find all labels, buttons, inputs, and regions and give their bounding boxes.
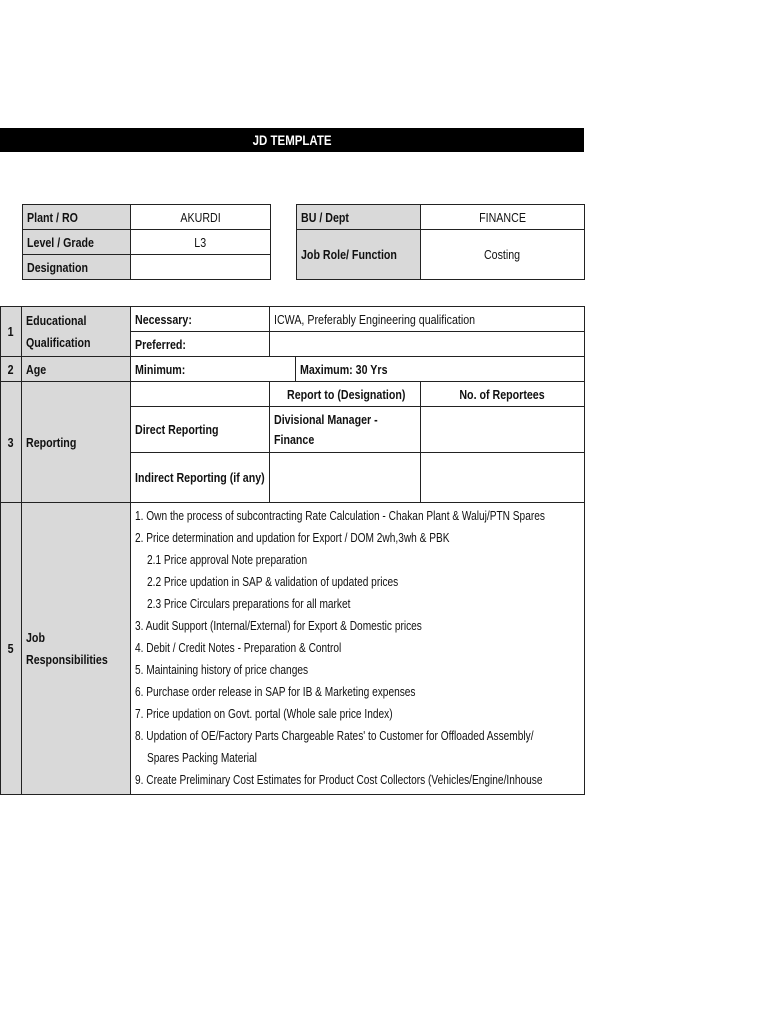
qualification-label: Educational Qualification <box>22 307 131 357</box>
minimum-label: Minimum: <box>131 357 296 382</box>
responsibilities-list-cell <box>131 503 585 795</box>
responsibility-item: 4. Debit / Credit Notes - Preparation & Control <box>135 640 342 655</box>
responsibility-item: 2.2 Price updation in SAP & validation of updated prices <box>147 574 399 589</box>
age-number: 2 <box>1 357 22 382</box>
indirect-reportees-value <box>421 453 585 503</box>
plant-value: AKURDI <box>131 205 271 230</box>
responsibility-item: 8. Updation of OE/Factory Parts Chargeable Rates' to Customer for Offloaded Assembly/ <box>135 728 534 743</box>
responsibilities-label: Job Responsibilities <box>22 503 131 795</box>
necessary-value: ICWA, Preferably Engineering qualification <box>270 307 585 332</box>
indirect-reporting-label: Indirect Reporting (if any) <box>131 453 270 503</box>
designation-label: Designation <box>23 255 131 280</box>
responsibility-item: 9. Create Preliminary Cost Estimates for Product Cost Collectors (Vehicles/Engine/Inhouse <box>135 772 543 787</box>
bu-label: BU / Dept <box>297 205 421 230</box>
report-to-header: Report to (Designation) <box>270 382 421 407</box>
bu-value: FINANCE <box>421 205 585 230</box>
direct-reporting-value: Divisional Manager - Finance <box>270 407 421 453</box>
maximum-label: Maximum: 30 Yrs <box>296 357 585 382</box>
role-value: Costing <box>421 230 585 280</box>
preferred-value <box>270 332 585 357</box>
direct-reportees-value <box>421 407 585 453</box>
indirect-reporting-value <box>270 453 421 503</box>
responsibility-item: 7. Price updation on Govt. portal (Whole sale price Index) <box>135 706 393 721</box>
level-value: L3 <box>131 230 271 255</box>
reporting-label: Reporting <box>22 382 131 503</box>
department-info-table <box>296 204 585 280</box>
template-title-banner <box>0 128 584 152</box>
age-label: Age <box>22 357 131 382</box>
necessary-label: Necessary: <box>131 307 270 332</box>
plant-info-table <box>22 204 271 280</box>
responsibility-item: 1. Own the process of subcontracting Rate Calculation - Chakan Plant & Waluj/PTN Spares <box>135 508 545 523</box>
plant-label: Plant / RO <box>23 205 131 230</box>
responsibility-item: 2.1 Price approval Note preparation <box>147 552 308 567</box>
reportees-header: No. of Reportees <box>421 382 585 407</box>
responsibilities-list <box>131 503 584 791</box>
qualification-number: 1 <box>1 307 22 357</box>
reporting-header-blank <box>131 382 270 407</box>
preferred-label: Preferred: <box>131 332 270 357</box>
responsibility-item: 2. Price determination and updation for Export / DOM 2wh,3wh & PBK <box>135 530 450 545</box>
template-title: JD TEMPLATE <box>252 132 332 148</box>
responsibility-item: 2.3 Price Circulars preparations for all market <box>147 596 351 611</box>
reporting-number: 3 <box>1 382 22 503</box>
responsibility-item: 3. Audit Support (Internal/External) for Export & Domestic prices <box>135 618 422 633</box>
designation-value <box>131 255 271 280</box>
responsibility-item: Spares Packing Material <box>147 750 257 765</box>
job-details-table <box>0 306 585 795</box>
responsibilities-number: 5 <box>1 503 22 795</box>
responsibility-item: 5. Maintaining history of price changes <box>135 662 309 677</box>
level-label: Level / Grade <box>23 230 131 255</box>
role-label: Job Role/ Function <box>297 230 421 280</box>
direct-reporting-label: Direct Reporting <box>131 407 270 453</box>
responsibility-item: 6. Purchase order release in SAP for IB & Marketing expenses <box>135 684 416 699</box>
